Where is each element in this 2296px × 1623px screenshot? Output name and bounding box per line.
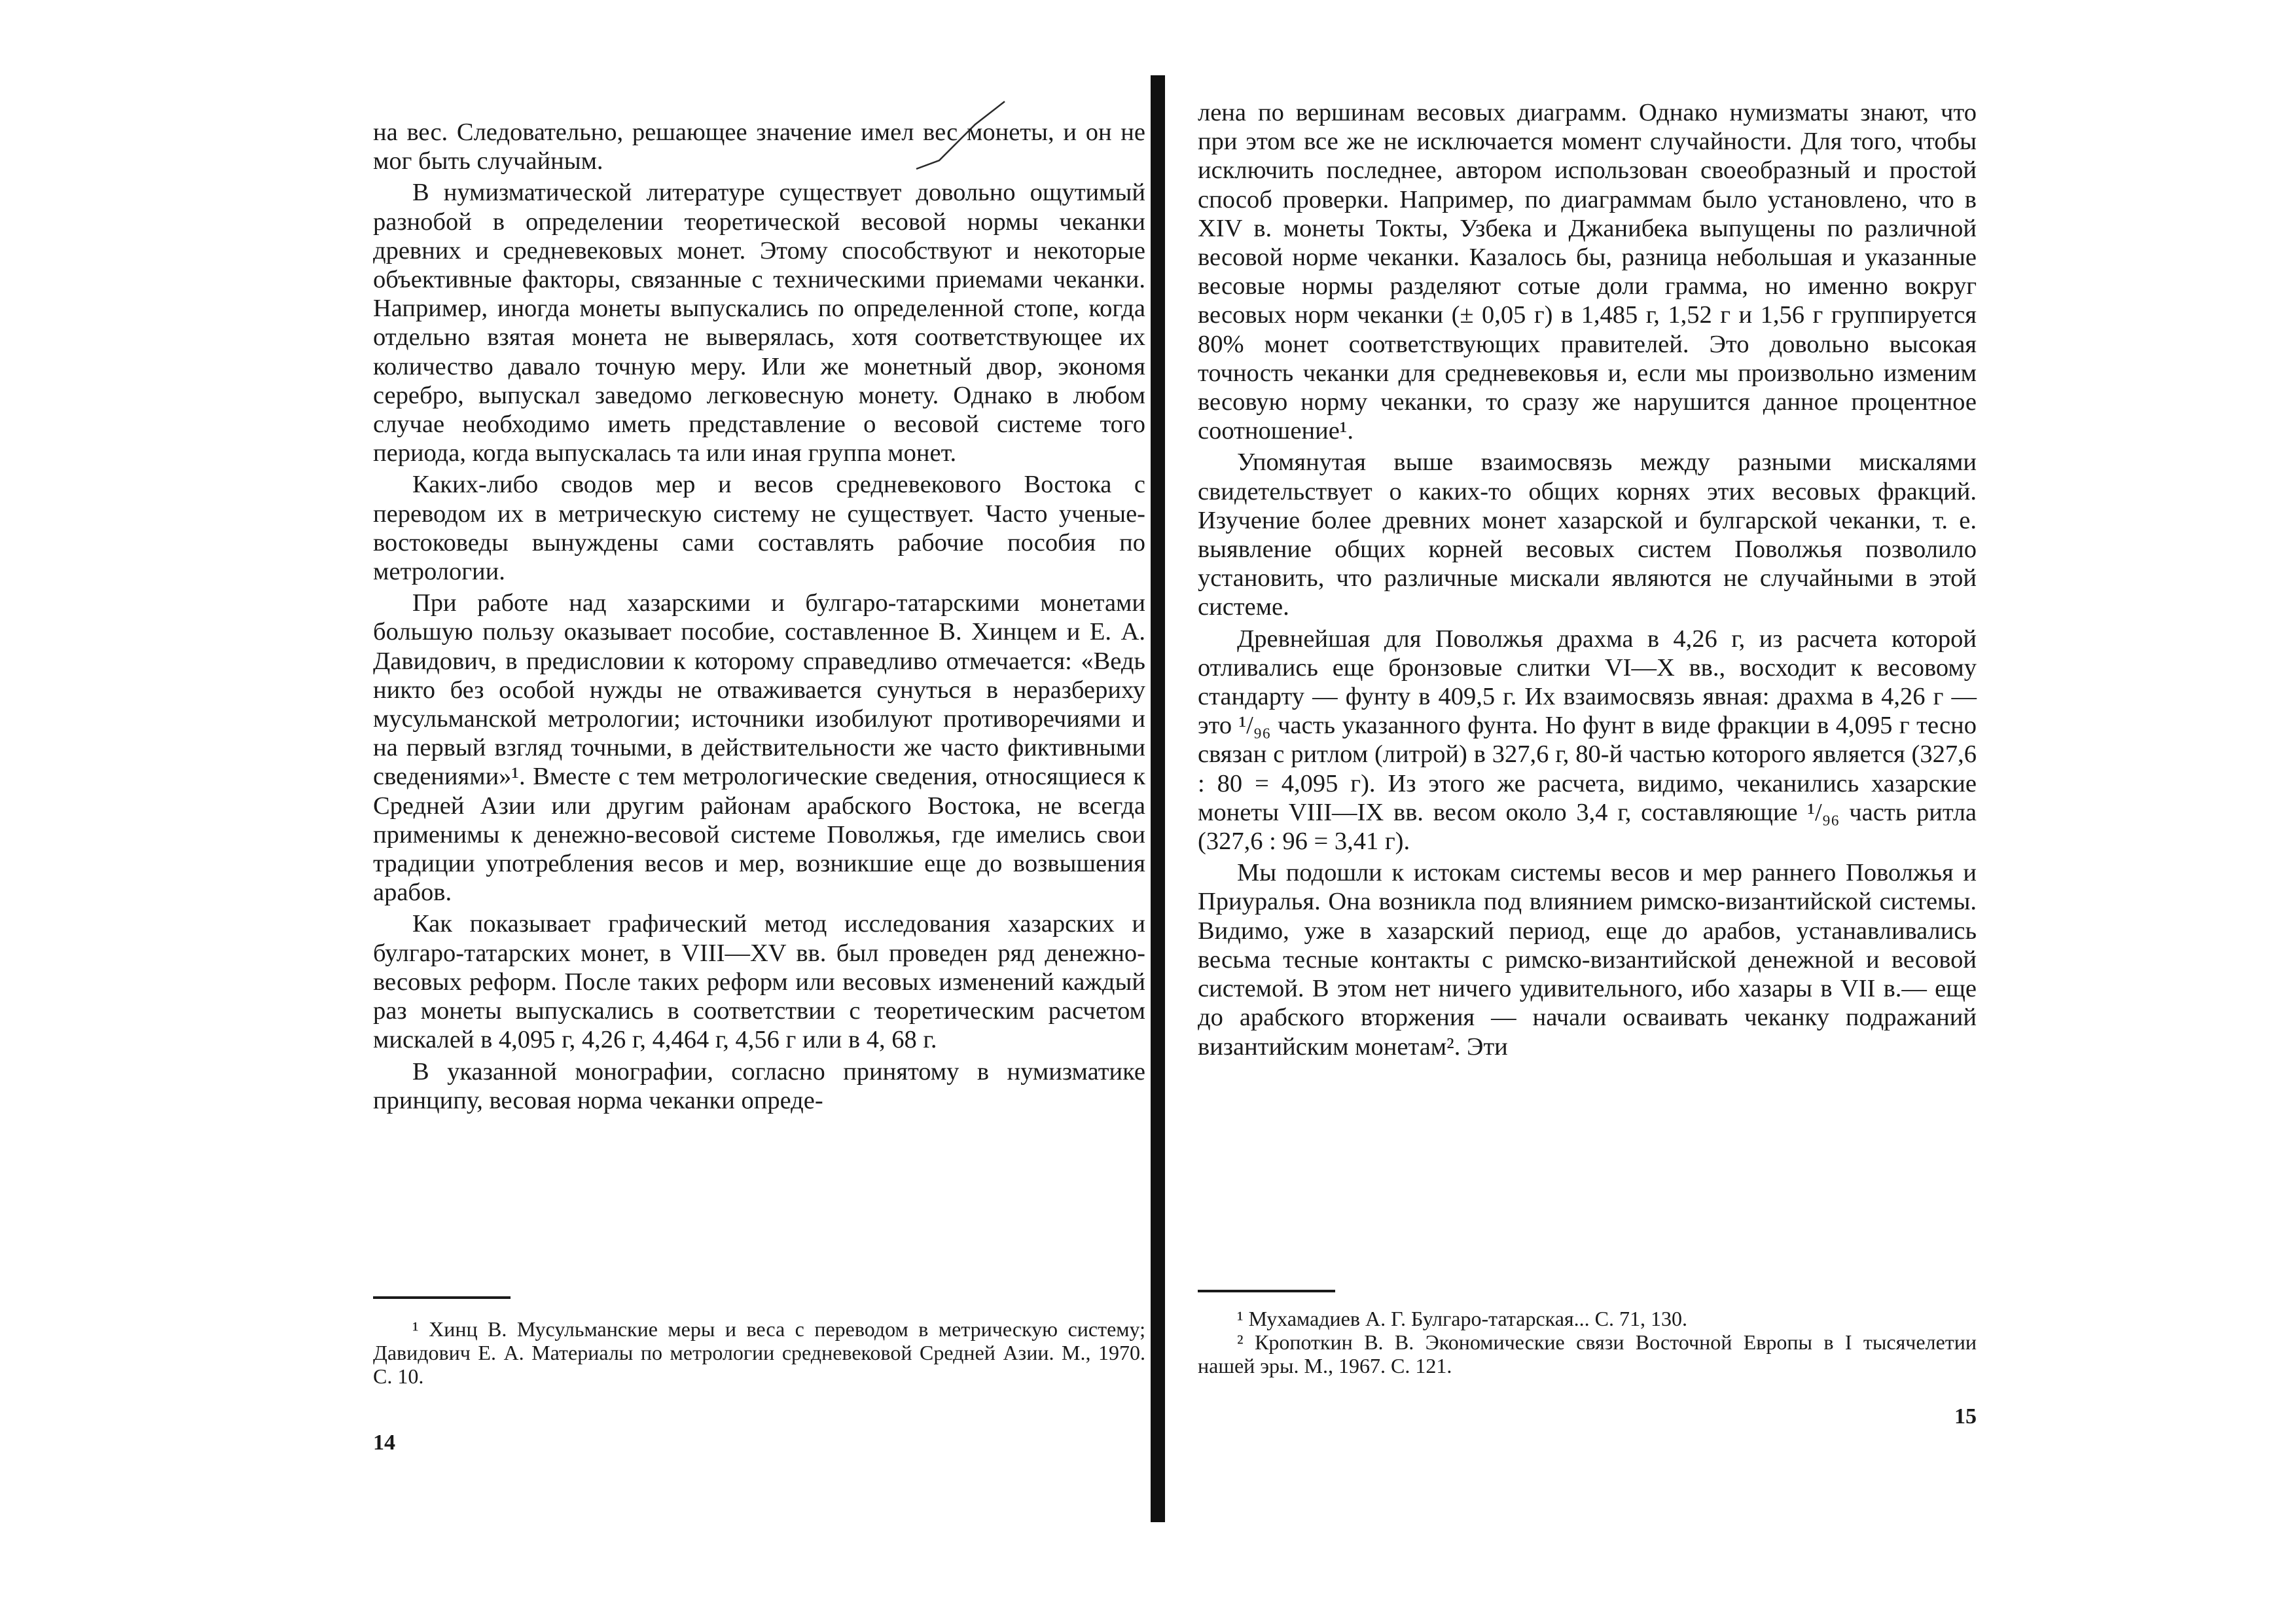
right-footnote-2: ² Кропоткин В. В. Экономические связи Восточной Европы в I тысячелетии нашей эры. М., 1967. С. 121.: [1198, 1330, 1977, 1377]
right-page: [1198, 98, 1977, 1525]
left-footnote-rule: [373, 1296, 511, 1299]
right-page-body: [1198, 98, 1977, 1061]
right-paragraph-4: Мы подошли к истокам системы весов и мер раннего Поволжья и Приуралья. Она возникла под влиянием римско-византийской системы. Видимо, уже в хазарский период, еще до арабов, устанавливались весьма тесные контакты с римско-византийской денежной и весовой системой. В этом нет ничего удивительного, ибо хазары в VII в.— еще до арабского вторжения — начали осваивать чеканку подражаний византийским монетам². Эти: [1198, 859, 1977, 1061]
left-paragraph-6: В указанной монографии, согласно принятому в нумизматике принципу, весовая норма чеканки опреде-: [373, 1057, 1145, 1114]
right-paragraph-1: лена по вершинам весовых диаграмм. Однако нумизматы знают, что при этом все же не исключается момент случайности. Для того, чтобы исключить последнее, автором использован своеобразный и простой способ проверки. Например, по диаграммам было установлено, что в XIV в. монеты Токты, Узбека и Джанибека выпущены по различной весовой норме чеканки. Казалось бы, разница небольшая и указанные весовые нормы разделяют сотые доли грамма, но именно вокруг весовых норм чеканки (± 0,05 г) в 1,485 г, 1,52 г и 1,56 г группируется 80% монет соответствующих правителей. Это довольно высокая точность чеканки для средневековья и, если мы произвольно изменим весовую норму чеканки, то сразу же нарушится данное процентное соотношение¹.: [1198, 99, 1977, 445]
left-footnotes: [373, 1317, 1145, 1388]
left-paragraph-1: на вес. Следовательно, решающее значение имел вес монеты, и он не мог быть случайным.: [373, 119, 1145, 175]
left-footnote-area: [373, 1296, 1145, 1388]
left-paragraph-4: При работе над хазарскими и булгаро-татарскими монетами большую пользу оказывает пособие, составленное В. Хинцем и Е. А. Давидович, в предисловии к которому справедливо отмечается: «Ведь никто без особой нужды не отваживается сунуться в неразбериху мусульманской метрологии; источники изобилуют противоречиями и на первый взгляд точными, в действительности же часто фиктивными сведениями»¹. Вместе с тем метрологические сведения, относящиеся к Средней Азии или другим районам арабского Востока, не всегда применимы к денежно-весовой системе Поволжья, где имелись свои традиции употребления весов и мер, возникшие еще до возвышения арабов.: [373, 589, 1145, 907]
left-footnote-1: ¹ Хинц В. Мусульманские меры и веса с переводом в метрическую систему; Давидович Е. А. Материалы по метрологии средневековой Средней Азии. М., 1970. С. 10.: [373, 1317, 1145, 1388]
left-page-body: [373, 118, 1145, 1115]
right-page-number: 15: [1954, 1404, 1977, 1429]
right-footnote-rule: [1198, 1290, 1335, 1292]
right-paragraph-3: Древнейшая для Поволжья драхма в 4,26 г, из расчета которой отливались еще бронзовые слитки VI—X вв., восходит к весовому стандарту — фунту в 409,5 г. Их взаимосвязь явная: драхма в 4,26 г — это ¹/₉₆ часть указанного фунта. Но фунт в виде фракции в 4,095 г тесно связан с ритлом (литрой) в 327,6 г, 80-й частью которого является (327,6 : 80 = 4,095 г). Из этого же расчета, видимо, чеканились хазарские монеты VIII—IX вв. весом около 3,4 г, составляющие ¹/₉₆ часть ритла (327,6 : 96 = 3,41 г).: [1198, 625, 1977, 856]
right-footnotes: [1198, 1307, 1977, 1377]
left-paragraph-2: В нумизматической литературе существует довольно ощутимый разнобой в определении теоретической весовой нормы чеканки древних и средневековых монет. Этому способствуют и некоторые объективные факторы, связанные с техническими приемами чеканки. Например, иногда монеты выпускались по определенной стопе, когда отдельно взятая монета не выверялась, хотя соответствующее их количество давало точную меру. Или же монетный двор, экономя серебро, выпускал заведомо легковесную монету. Однако в любом случае необходимо иметь представление о весовой системе того периода, когда выпускалась та или иная группа монет.: [373, 179, 1145, 467]
left-page-number: 14: [373, 1431, 395, 1455]
right-paragraph-2: Упомянутая выше взаимосвязь между разными мискалями свидетельствует о каких-то общих корнях этих весовых фракций. Изучение более древних монет хазарской и булгарской чеканки, т. е. выявление общих корней весовых систем Поволжья позволило установить, что различные мискали являются не случайными в этой системе.: [1198, 448, 1977, 621]
left-paragraph-3: Каких-либо сводов мер и весов средневекового Востока с переводом их в метрическую систему не существует. Часто ученые-востоковеды вынуждены сами составлять рабочие пособия по метрологии.: [373, 471, 1145, 586]
right-footnote-area: [1198, 1290, 1977, 1377]
left-page: [373, 118, 1145, 1545]
left-paragraph-5: Как показывает графический метод исследования хазарских и булгаро-татарских монет, в VIII—XV вв. был проведен ряд денежно-весовых реформ. После таких реформ или весовых изменений каждый раз монеты выпускались в соответствии с теоретическим расчетом мискалей в 4,095 г, 4,26 г, 4,464 г, 4,56 г или в 4, 68 г.: [373, 910, 1145, 1054]
right-footnote-1: ¹ Мухамадиев А. Г. Булгаро-татарская... С. 71, 130.: [1237, 1307, 1687, 1330]
book-spine-shadow: [1151, 75, 1165, 1522]
